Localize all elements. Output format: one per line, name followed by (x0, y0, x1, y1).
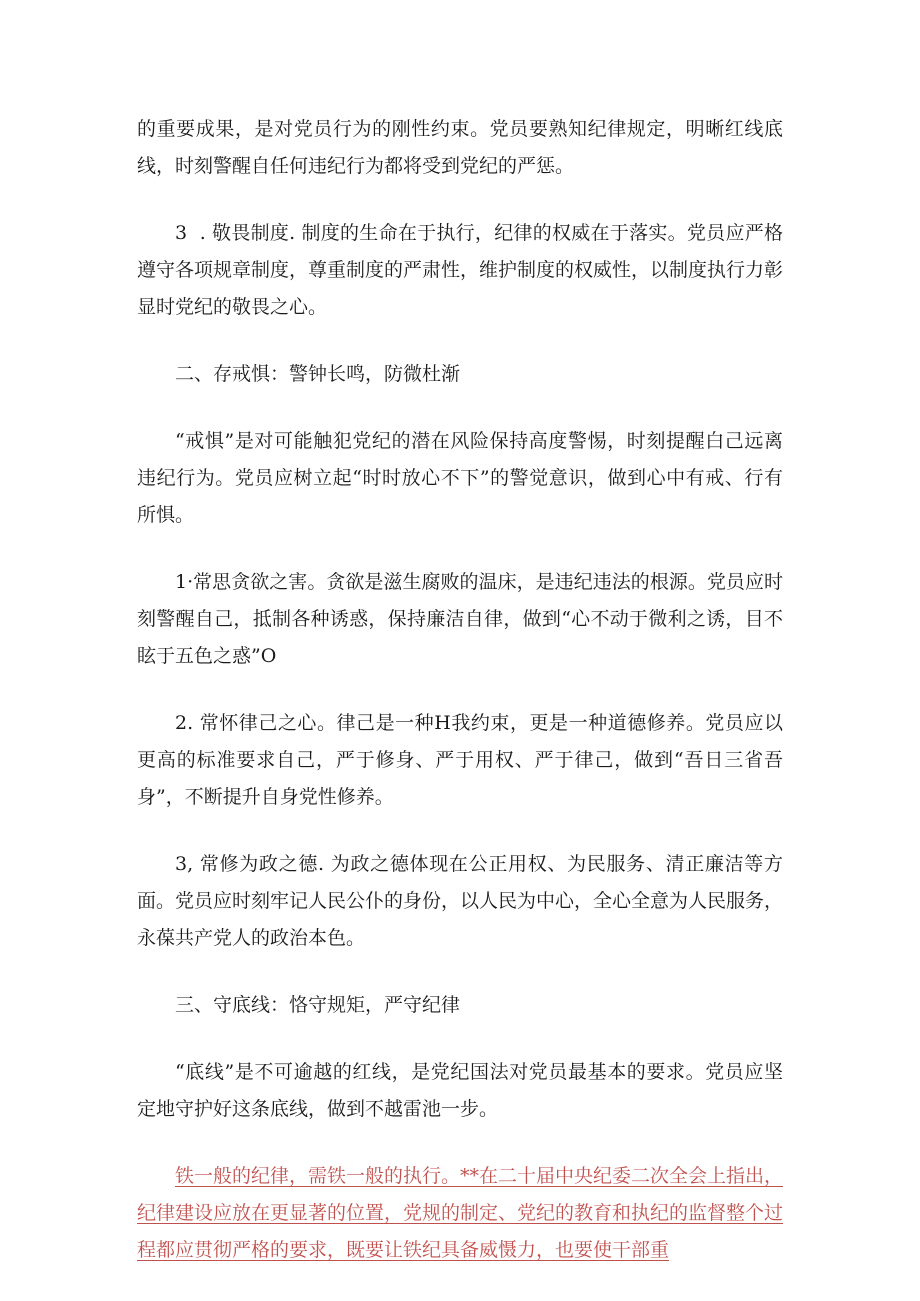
paragraph-section-3-intro: “底线”是不可逾越的红线，是党纪国法对党员最基本的要求。党员应坚定地守护好这条底线，做到不越雷池一步。 (137, 1061, 783, 1120)
paragraph-item-3-respect-rules: 3 . 敬畏制度. 制度的生命在于执行，纪律的权威在于落实。党员应严格遵守各项规章制度，尊重制度的严肃性，维护制度的权威性，以制度执行力彰显时党纪的敬畏之心。 (137, 222, 784, 318)
paragraph-section-2-item-1: 1·常思贪欲之害。贪欲是滋生腐败的温床，是违纪违法的根源。党员应时刻警醒自己，抵制各种诱惑，保持廉洁自律，做到“心不动于微利之诱，目不眩于五色之惑”O (137, 571, 783, 667)
paragraph-intro-continuation: 的重要成果，是对党员行为的刚性约束。党员要熟知纪律规定，明晰红线底线，时刻警醒自任何违纪行为都将受到党纪的严惩。 (137, 118, 783, 177)
paragraph-section-2-intro: “戒惧”是对可能触犯党纪的潜在风险保持高度警惕，时刻提醒白己远离违纪行为。党员应树立起“时时放心不下”的警觉意识，做到心中有戒、行有所惧。 (137, 430, 783, 526)
red-underlined-link-paragraph[interactable]: 铁一般的纪律，需铁一般的执行。**在二十届中央纪委二次全会上指出，纪律建设应放在更显著的位置，党规的制定、党纪的教育和执纪的监督整个过程都应贯彻严格的要求，既要让铁纪具备威慑力，也要使干部重 (137, 1165, 784, 1261)
paragraph-section-2-item-3: 3, 常修为政之德. 为政之德体现在公正用权、为民服务、清正廉洁等方面。党员应时刻牢记人民公仆的身份，以人民为中心，全心全意为人民服务，永葆共产党人的政治本色。 (137, 853, 784, 949)
document-body (137, 111, 783, 1269)
paragraph-section-2-item-2: 2. 常怀律己之心。律己是一种H我约束，更是一种道德修养。党员应以更高的标准要求自己，严于修身、严于用权、严于律己，做到“吾日三省吾身”，不断提升自身党性修养。 (137, 712, 783, 808)
section-2-heading: 二、存戒惧：警钟长鸣，防微杜渐 (175, 363, 461, 385)
section-3-heading: 三、守底线：恪守规矩，严守纪律 (175, 994, 461, 1016)
